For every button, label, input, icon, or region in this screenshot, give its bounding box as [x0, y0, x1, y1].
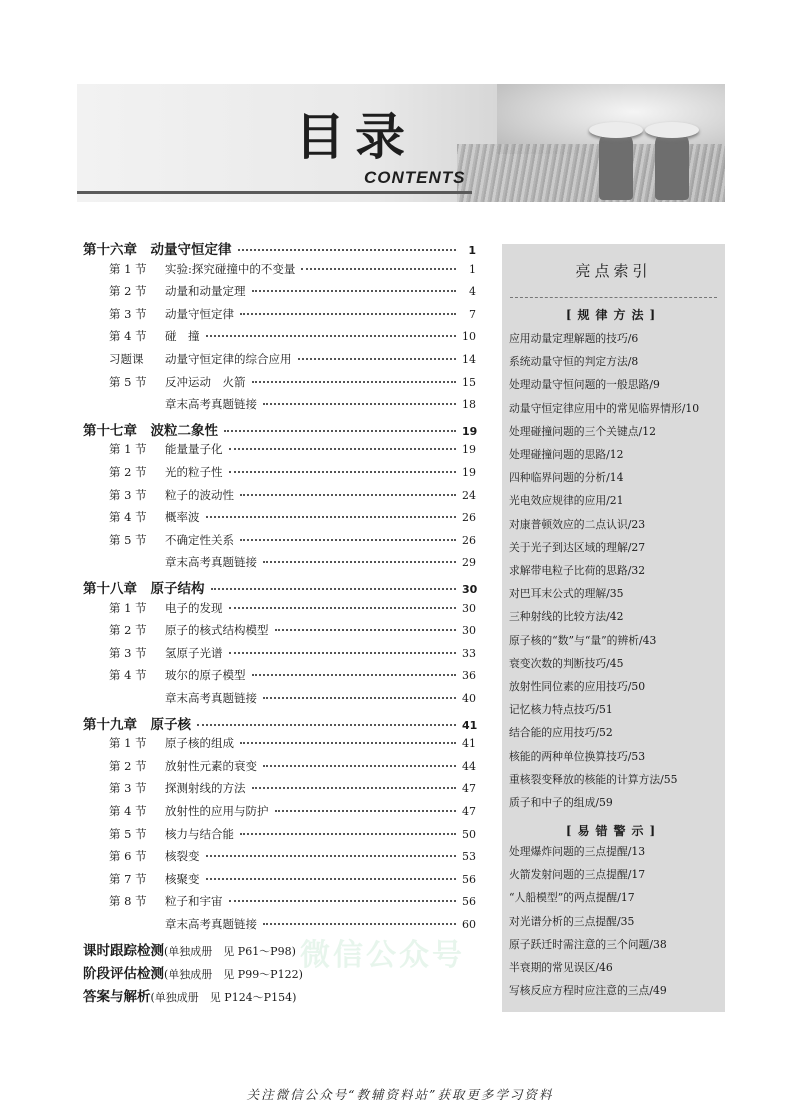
toc-label [83, 396, 257, 412]
toc-title: 原子核的组成 [165, 736, 234, 751]
toc-page-number: 18 [462, 398, 476, 412]
sidebar-index-item[interactable]: 光电效应规律的应用/21 [509, 493, 721, 508]
toc-supplement-title: 阶段评估检测 [83, 965, 164, 982]
toc-section[interactable] [83, 848, 476, 868]
toc-page-number: 19 [462, 466, 476, 479]
sidebar-index-item[interactable]: 应用动量定理解题的技巧/6 [509, 331, 721, 346]
watermark: 微信公众号 [300, 938, 465, 973]
toc-page-number: 44 [462, 759, 476, 773]
toc-label [83, 532, 234, 548]
toc-title: 章末高考真题链接 [165, 691, 257, 705]
sidebar-index-item[interactable]: 放射性同位素的应用技巧/50 [509, 679, 721, 694]
sidebar-index-item[interactable]: 动量守恒定律应用中的常见临界情形/10 [509, 401, 721, 416]
toc-leader-dots [240, 832, 456, 835]
toc-chapter[interactable] [83, 713, 476, 733]
highlights-index [502, 244, 725, 1012]
sidebar-index-item[interactable]: 处理动量守恒问题的一般思路/9 [509, 377, 721, 392]
toc-label [83, 283, 246, 299]
toc-label [83, 238, 232, 258]
toc-label [83, 554, 257, 570]
toc-leader-dots [301, 267, 456, 270]
toc-label [83, 351, 292, 367]
toc-label [83, 826, 234, 842]
toc-label [83, 374, 246, 390]
subtitle-underline [77, 191, 472, 194]
toc-page-number: 30 [462, 624, 476, 638]
toc-section[interactable] [83, 803, 476, 823]
toc-page-number: 56 [462, 895, 476, 909]
toc-section-number: 第 3 节 [109, 306, 147, 321]
sidebar-index-item[interactable]: 记忆核力特点技巧/51 [509, 702, 721, 717]
sidebar-index-item[interactable]: 火箭发射问题的三点提醒/17 [509, 867, 721, 882]
sidebar-index-item[interactable]: 处理碰撞问题的思路/12 [509, 447, 721, 462]
toc-page-number: 41 [462, 737, 476, 751]
toc-leader-dots [229, 899, 457, 902]
toc-section-number: 习题课 [109, 352, 144, 366]
toc-title: 实验:探究碰撞中的不变量 [165, 261, 296, 276]
toc-title: 核力与结合能 [165, 826, 234, 841]
sidebar-index-item[interactable]: 核能的两种单位换算技巧/53 [509, 749, 721, 764]
toc-page-number: 7 [469, 307, 476, 321]
sidebar-index-item[interactable]: 半衰期的常见误区/46 [509, 960, 721, 975]
toc-title: 氢原子光谱 [165, 645, 223, 660]
toc-section[interactable] [83, 283, 476, 303]
header-banner [77, 84, 725, 202]
sidebar-index-item[interactable]: “人船模型”的两点提醒/17 [509, 890, 721, 905]
toc-title: 章末高考真题链接 [165, 555, 257, 570]
toc-leader-dots [224, 429, 456, 432]
toc-title: 放射性元素的衰变 [165, 758, 257, 773]
sidebar-index-item[interactable]: 处理爆炸问题的三点提醒/13 [509, 844, 721, 859]
toc-title: 核裂变 [165, 849, 200, 864]
toc-label [83, 441, 223, 457]
toc-section-number: 第 1 节 [109, 736, 147, 751]
toc-page-number: 26 [462, 533, 476, 547]
toc-title: 电子的发现 [165, 600, 223, 615]
toc-page-number: 40 [462, 692, 476, 705]
toc-leader-dots [206, 334, 457, 337]
toc-title: 第十七章 波粒二象性 [83, 422, 218, 439]
sidebar-index-item[interactable]: 衰变次数的判断技巧/45 [509, 656, 721, 671]
page-subtitle: CONTENTS [364, 168, 466, 187]
toc-title: 动量守恒定律的综合应用 [165, 352, 292, 366]
sidebar-divider [510, 297, 717, 298]
toc-label [83, 509, 200, 525]
toc-leader-dots [229, 651, 457, 654]
toc-label [83, 780, 246, 796]
banner-hat-right [645, 122, 699, 138]
sidebar-index-item[interactable]: 系统动量守恒的判定方法/8 [509, 354, 721, 369]
sidebar-index-item[interactable]: 对康普顿效应的二点认识/23 [509, 517, 721, 532]
toc-page-number: 15 [462, 375, 476, 389]
toc-title: 核聚变 [165, 871, 200, 886]
toc-page-number: 41 [462, 718, 478, 732]
toc-page-number: 14 [462, 353, 476, 366]
toc-label [83, 871, 200, 887]
toc-title: 原子的核式结构模型 [165, 623, 269, 638]
toc-section[interactable] [83, 758, 476, 778]
toc-leader-dots [298, 357, 457, 360]
toc-leader-dots [229, 470, 457, 473]
toc-section[interactable] [83, 871, 476, 891]
toc-section[interactable] [83, 600, 476, 620]
toc-label [83, 735, 234, 751]
toc-section-number: 第 2 节 [109, 284, 147, 299]
toc-section[interactable] [83, 509, 476, 529]
toc-section[interactable] [83, 780, 476, 800]
toc-section[interactable] [83, 554, 476, 574]
toc-section[interactable] [83, 645, 476, 665]
sidebar-index-item[interactable]: 原子核的“数”与“量”的辨析/43 [509, 633, 721, 648]
toc-page-number: 47 [462, 782, 476, 796]
toc-section[interactable] [83, 464, 476, 484]
toc-title: 粒子的波动性 [165, 487, 234, 502]
toc-section[interactable] [83, 622, 476, 642]
toc-leader-dots [240, 493, 456, 496]
toc-page-number: 10 [462, 330, 476, 344]
toc-leader-dots [240, 538, 456, 541]
toc-supplement[interactable] [83, 985, 476, 1005]
toc-section-number: 第 5 节 [109, 826, 147, 841]
toc-page-number: 30 [462, 583, 478, 596]
toc-page-number: 30 [462, 601, 476, 615]
toc-page-number: 36 [462, 669, 476, 683]
sidebar-index-item[interactable]: 写核反应方程时应注意的三点/49 [509, 983, 721, 998]
toc-supplement-note: (单独成册 见 P99～P122) [164, 967, 303, 981]
toc-label [83, 803, 269, 819]
sidebar-index-item[interactable]: 求解带电粒子比荷的思路/32 [509, 563, 721, 578]
toc-label [83, 577, 205, 597]
toc-section-number: 第 6 节 [109, 849, 147, 864]
toc-title: 第十九章 原子核 [83, 716, 191, 733]
toc-leader-dots [252, 786, 457, 789]
toc-chapter[interactable] [83, 238, 476, 258]
toc-section-number: 第 3 节 [109, 487, 147, 502]
toc-leader-dots [206, 515, 457, 518]
toc-section[interactable] [83, 441, 476, 461]
toc-leader-dots [211, 587, 457, 590]
toc-chapter[interactable] [83, 419, 476, 439]
toc-section[interactable] [83, 396, 476, 416]
toc-section[interactable] [83, 893, 476, 913]
toc-section-number: 第 1 节 [109, 261, 147, 276]
toc-section-number: 第 2 节 [109, 623, 147, 638]
banner-figure-left [599, 130, 633, 200]
toc-page-number: 33 [462, 646, 476, 660]
toc-section-number: 第 4 节 [109, 510, 147, 525]
toc-section[interactable] [83, 374, 476, 394]
page-title: 目录 [295, 108, 415, 166]
toc-section[interactable] [83, 667, 476, 687]
banner-hat-left [589, 122, 643, 138]
toc-title: 玻尔的原子模型 [165, 668, 246, 683]
toc-leader-dots [229, 447, 457, 450]
toc-section-number: 第 1 节 [109, 442, 147, 457]
toc-page-number: 60 [462, 918, 476, 931]
sidebar-index-item[interactable]: 质子和中子的组成/59 [509, 795, 721, 810]
toc-label [83, 893, 223, 909]
sidebar-index-item[interactable]: 重核裂变释放的核能的计算方法/55 [509, 772, 721, 787]
toc-leader-dots [206, 854, 457, 857]
toc-leader-dots [197, 723, 456, 726]
toc-page-number: 47 [462, 805, 476, 818]
toc-label [83, 600, 223, 616]
toc-label [83, 622, 269, 638]
sidebar-index-item[interactable]: 对光谱分析的三点提醒/35 [509, 914, 721, 929]
toc-page-number: 24 [462, 488, 476, 502]
toc-section-number: 第 5 节 [109, 532, 147, 547]
sidebar-index-item[interactable]: 三种射线的比较方法/42 [509, 609, 721, 624]
banner-figure-right [655, 130, 689, 200]
toc-title: 概率波 [165, 510, 200, 525]
toc-leader-dots [240, 312, 456, 315]
toc-page-number: 26 [462, 511, 476, 525]
toc-label [83, 690, 257, 706]
toc-label [83, 848, 200, 864]
toc-page-number: 50 [462, 827, 476, 841]
toc-label [83, 306, 234, 322]
sidebar-section-heading: [规律方法] [565, 308, 662, 322]
toc-title: 章末高考真题链接 [165, 397, 257, 412]
toc-supplement-title: 课时跟踪检测 [83, 942, 164, 959]
toc-section-number: 第 3 节 [109, 645, 147, 660]
toc-page-number: 29 [462, 556, 476, 570]
toc-page-number: 53 [462, 850, 476, 864]
toc-chapter[interactable] [83, 577, 476, 597]
toc-label [83, 487, 234, 503]
toc-title: 反冲运动 火箭 [165, 374, 246, 389]
toc-page-number: 19 [462, 424, 478, 438]
toc-title: 光的粒子性 [165, 465, 223, 479]
toc-label [83, 713, 191, 733]
toc-section-number: 第 3 节 [109, 781, 147, 796]
toc-page-number: 1 [469, 262, 476, 276]
toc-section[interactable] [83, 261, 476, 281]
toc-title: 第十八章 原子结构 [83, 581, 205, 597]
sidebar-index-item[interactable]: 原子跃迁时需注意的三个问题/38 [509, 937, 721, 952]
toc-leader-dots [263, 922, 456, 925]
toc-section-number: 第 4 节 [109, 668, 147, 683]
toc-section[interactable] [83, 826, 476, 846]
toc-section[interactable] [83, 735, 476, 755]
toc-leader-dots [275, 628, 457, 631]
sidebar-title: 亮点索引 [575, 262, 652, 280]
toc-leader-dots [252, 673, 457, 676]
toc-title: 放射性的应用与防护 [165, 804, 269, 818]
toc-section-number: 第 4 节 [109, 804, 147, 818]
toc-supplement-note: (单独成册 见 P61～P98) [164, 944, 296, 958]
toc-leader-dots [206, 877, 457, 880]
toc-title: 碰 撞 [165, 329, 200, 344]
toc-page-number: 19 [462, 443, 476, 457]
toc-page-number: 1 [468, 244, 476, 257]
toc-label [83, 419, 218, 439]
toc-section-number: 第 2 节 [109, 465, 147, 479]
toc-leader-dots [263, 696, 456, 699]
toc-label [83, 667, 246, 683]
toc-label [83, 916, 257, 932]
toc-label [83, 758, 257, 774]
toc-title: 动量和动量定理 [165, 284, 246, 299]
toc-label [83, 261, 295, 277]
toc-section-number: 第 1 节 [109, 600, 147, 615]
sidebar-section-heading: [易错警示] [565, 824, 662, 838]
toc-title: 粒子和宇宙 [165, 894, 223, 909]
sidebar-index-item[interactable]: 关于光子到达区域的理解/27 [509, 540, 721, 555]
toc-leader-dots [229, 606, 457, 609]
toc-section[interactable] [83, 306, 476, 326]
toc-label [83, 645, 223, 661]
toc-label [83, 328, 200, 344]
toc-leader-dots [263, 560, 456, 563]
toc-section-number: 第 7 节 [109, 871, 147, 886]
toc-section[interactable] [83, 690, 476, 710]
toc-title: 章末高考真题链接 [165, 917, 257, 931]
toc-section[interactable] [83, 532, 476, 552]
sidebar-index-item[interactable]: 结合能的应用技巧/52 [509, 725, 721, 740]
toc-leader-dots [252, 380, 457, 383]
toc-title: 不确定性关系 [165, 532, 234, 547]
toc-section[interactable] [83, 328, 476, 348]
toc-section[interactable] [83, 487, 476, 507]
sidebar-index-item[interactable]: 四种临界问题的分析/14 [509, 470, 721, 485]
toc-supplement-note: (单独成册 见 P124～P154) [150, 990, 297, 1004]
toc-label [83, 464, 223, 480]
toc-leader-dots [263, 402, 456, 405]
toc-title: 第十六章 动量守恒定律 [83, 242, 232, 258]
toc-page-number: 4 [469, 285, 476, 299]
toc-section-number: 第 8 节 [109, 894, 147, 909]
toc-leader-dots [263, 764, 456, 767]
footer-note: 关注微信公众号“教辅资料站”获取更多学习资料 [246, 1087, 554, 1102]
toc-page-number: 56 [462, 872, 476, 886]
toc-title: 能量量子化 [165, 442, 223, 457]
sidebar-index-item[interactable]: 处理碰撞问题的三个关键点/12 [509, 424, 721, 439]
toc-section[interactable] [83, 351, 476, 371]
toc-title: 动量守恒定律 [165, 306, 234, 321]
toc-section-number: 第 2 节 [109, 758, 147, 773]
toc-supplement-title: 答案与解析 [83, 988, 151, 1005]
toc-section-number: 第 4 节 [109, 329, 147, 344]
toc-title: 探测射线的方法 [165, 781, 246, 796]
toc-leader-dots [252, 289, 457, 292]
toc-leader-dots [275, 809, 457, 812]
toc-leader-dots [240, 741, 456, 744]
toc-leader-dots [238, 248, 457, 251]
toc-section-number: 第 5 节 [109, 374, 147, 389]
sidebar-index-item[interactable]: 对巴耳末公式的理解/35 [509, 586, 721, 601]
